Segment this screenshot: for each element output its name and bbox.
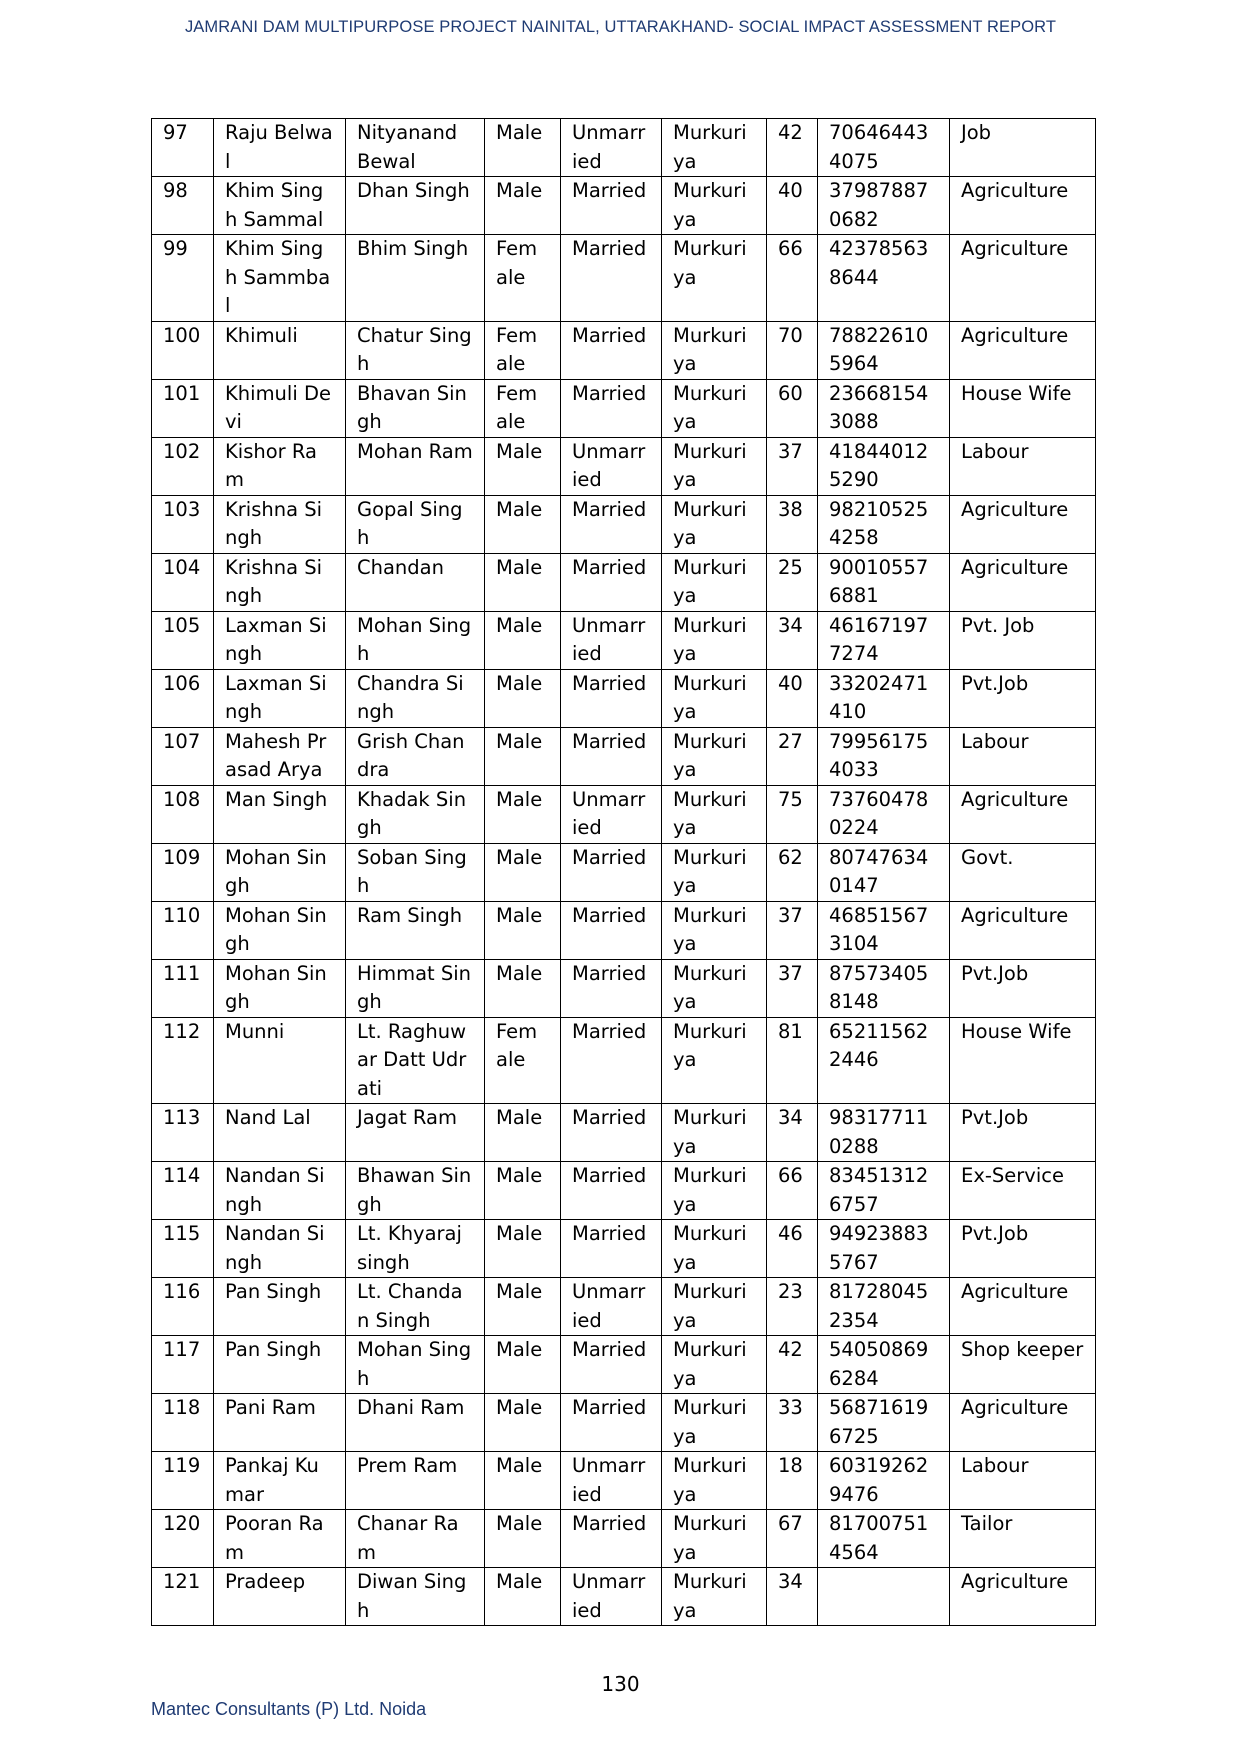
father-name-cell: Chandan: [346, 553, 485, 611]
village-cell: Murkuriya: [662, 235, 767, 322]
serial-number-cell: 102: [152, 437, 214, 495]
village-cell: Murkuriya: [662, 321, 767, 379]
gender-cell: Male: [485, 437, 561, 495]
marital-status-cell: Married: [561, 1220, 662, 1278]
id-number-cell: 418440125290: [818, 437, 950, 495]
serial-number-cell: 109: [152, 843, 214, 901]
name-cell: Pani Ram: [214, 1394, 346, 1452]
id-number-cell: 603192629476: [818, 1452, 950, 1510]
id-number-cell: 423785638644: [818, 235, 950, 322]
marital-status-cell: Unmarried: [561, 1568, 662, 1626]
serial-number-cell: 103: [152, 495, 214, 553]
serial-number-cell: 118: [152, 1394, 214, 1452]
id-number-cell: 468515673104: [818, 901, 950, 959]
gender-cell: Male: [485, 553, 561, 611]
marital-status-cell: Married: [561, 1336, 662, 1394]
father-name-cell: Mohan Singh: [346, 1336, 485, 1394]
serial-number-cell: 107: [152, 727, 214, 785]
father-name-cell: Lt. Raghuwar Datt Udrati: [346, 1017, 485, 1104]
marital-status-cell: Married: [561, 727, 662, 785]
village-cell: Murkuriya: [662, 1220, 767, 1278]
name-cell: Laxman Singh: [214, 611, 346, 669]
occupation-cell: Agriculture: [950, 1568, 1096, 1626]
marital-status-cell: Married: [561, 321, 662, 379]
serial-number-cell: 106: [152, 669, 214, 727]
name-cell: Khim Singh Sammal: [214, 177, 346, 235]
father-name-cell: Mohan Singh: [346, 611, 485, 669]
table-row: [152, 727, 1096, 785]
table-row: [152, 379, 1096, 437]
name-cell: Khimuli Devi: [214, 379, 346, 437]
father-name-cell: Lt. Khyaraj singh: [346, 1220, 485, 1278]
table-row: [152, 901, 1096, 959]
occupation-cell: Labour: [950, 727, 1096, 785]
serial-number-cell: 117: [152, 1336, 214, 1394]
gender-cell: Male: [485, 1394, 561, 1452]
age-cell: 40: [767, 177, 818, 235]
marital-status-cell: Unmarried: [561, 1278, 662, 1336]
gender-cell: Male: [485, 495, 561, 553]
occupation-cell: Agriculture: [950, 785, 1096, 843]
age-cell: 27: [767, 727, 818, 785]
father-name-cell: Jagat Ram: [346, 1104, 485, 1162]
village-cell: Murkuriya: [662, 611, 767, 669]
father-name-cell: Himmat Singh: [346, 959, 485, 1017]
name-cell: Pradeep: [214, 1568, 346, 1626]
age-cell: 33: [767, 1394, 818, 1452]
occupation-cell: Pvt. Job: [950, 611, 1096, 669]
id-number-cell: 788226105964: [818, 321, 950, 379]
table-row: [152, 1220, 1096, 1278]
table-row: [152, 553, 1096, 611]
occupation-cell: Agriculture: [950, 235, 1096, 322]
name-cell: Raju Belwal: [214, 119, 346, 177]
occupation-cell: Pvt.Job: [950, 1220, 1096, 1278]
father-name-cell: Bhawan Singh: [346, 1162, 485, 1220]
occupation-cell: Job: [950, 119, 1096, 177]
table-row: [152, 611, 1096, 669]
gender-cell: Female: [485, 379, 561, 437]
age-cell: 42: [767, 1336, 818, 1394]
age-cell: 37: [767, 959, 818, 1017]
marital-status-cell: Unmarried: [561, 437, 662, 495]
id-number-cell: 817007514564: [818, 1510, 950, 1568]
name-cell: Munni: [214, 1017, 346, 1104]
table-row: [152, 1452, 1096, 1510]
village-cell: Murkuriya: [662, 785, 767, 843]
id-number-cell: 540508696284: [818, 1336, 950, 1394]
marital-status-cell: Unmarried: [561, 785, 662, 843]
serial-number-cell: 113: [152, 1104, 214, 1162]
name-cell: Man Singh: [214, 785, 346, 843]
occupation-cell: Shop keeper: [950, 1336, 1096, 1394]
age-cell: 42: [767, 119, 818, 177]
marital-status-cell: Married: [561, 177, 662, 235]
father-name-cell: Ram Singh: [346, 901, 485, 959]
father-name-cell: Dhani Ram: [346, 1394, 485, 1452]
age-cell: 67: [767, 1510, 818, 1568]
occupation-cell: Agriculture: [950, 901, 1096, 959]
age-cell: 60: [767, 379, 818, 437]
father-name-cell: Bhim Singh: [346, 235, 485, 322]
marital-status-cell: Married: [561, 959, 662, 1017]
occupation-cell: Labour: [950, 1452, 1096, 1510]
gender-cell: Male: [485, 843, 561, 901]
name-cell: Pankaj Kumar: [214, 1452, 346, 1510]
father-name-cell: Chandra Singh: [346, 669, 485, 727]
marital-status-cell: Unmarried: [561, 1452, 662, 1510]
occupation-cell: Labour: [950, 437, 1096, 495]
village-cell: Murkuriya: [662, 1394, 767, 1452]
gender-cell: Male: [485, 1220, 561, 1278]
name-cell: Mahesh Prasad Arya: [214, 727, 346, 785]
name-cell: Khimuli: [214, 321, 346, 379]
village-cell: Murkuriya: [662, 1336, 767, 1394]
id-number-cell: 983177110288: [818, 1104, 950, 1162]
serial-number-cell: 97: [152, 119, 214, 177]
age-cell: 37: [767, 437, 818, 495]
name-cell: Nand Lal: [214, 1104, 346, 1162]
table-row: [152, 1510, 1096, 1568]
name-cell: Mohan Singh: [214, 843, 346, 901]
table-row: [152, 235, 1096, 322]
marital-status-cell: Married: [561, 379, 662, 437]
name-cell: Pooran Ram: [214, 1510, 346, 1568]
age-cell: 37: [767, 901, 818, 959]
id-number-cell: 982105254258: [818, 495, 950, 553]
occupation-cell: Pvt.Job: [950, 669, 1096, 727]
serial-number-cell: 112: [152, 1017, 214, 1104]
table-row: [152, 1162, 1096, 1220]
father-name-cell: Chatur Singh: [346, 321, 485, 379]
table-row: [152, 495, 1096, 553]
name-cell: Laxman Singh: [214, 669, 346, 727]
serial-number-cell: 104: [152, 553, 214, 611]
father-name-cell: Grish Chandra: [346, 727, 485, 785]
serial-number-cell: 108: [152, 785, 214, 843]
village-cell: Murkuriya: [662, 495, 767, 553]
name-cell: Mohan Singh: [214, 901, 346, 959]
village-cell: Murkuriya: [662, 379, 767, 437]
table-row: [152, 1278, 1096, 1336]
name-cell: Kishor Ram: [214, 437, 346, 495]
occupation-cell: Agriculture: [950, 495, 1096, 553]
village-cell: Murkuriya: [662, 177, 767, 235]
occupation-cell: Agriculture: [950, 321, 1096, 379]
serial-number-cell: 99: [152, 235, 214, 322]
id-number-cell: 33202471410: [818, 669, 950, 727]
serial-number-cell: 100: [152, 321, 214, 379]
gender-cell: Male: [485, 1336, 561, 1394]
id-number-cell: 737604780224: [818, 785, 950, 843]
age-cell: 81: [767, 1017, 818, 1104]
serial-number-cell: 116: [152, 1278, 214, 1336]
gender-cell: Female: [485, 235, 561, 322]
father-name-cell: Nityanand Bewal: [346, 119, 485, 177]
occupation-cell: Agriculture: [950, 1278, 1096, 1336]
age-cell: 75: [767, 785, 818, 843]
village-cell: Murkuriya: [662, 1104, 767, 1162]
occupation-cell: Tailor: [950, 1510, 1096, 1568]
father-name-cell: Gopal Singh: [346, 495, 485, 553]
name-cell: Pan Singh: [214, 1336, 346, 1394]
table-row: [152, 1017, 1096, 1104]
village-cell: Murkuriya: [662, 119, 767, 177]
id-number-cell: 900105576881: [818, 553, 950, 611]
gender-cell: Male: [485, 177, 561, 235]
marital-status-cell: Married: [561, 1510, 662, 1568]
table-row: [152, 669, 1096, 727]
village-cell: Murkuriya: [662, 843, 767, 901]
occupation-cell: Pvt.Job: [950, 1104, 1096, 1162]
village-cell: Murkuriya: [662, 1452, 767, 1510]
id-number-cell: 817280452354: [818, 1278, 950, 1336]
father-name-cell: Lt. Chandan Singh: [346, 1278, 485, 1336]
serial-number-cell: 101: [152, 379, 214, 437]
table-row: [152, 1336, 1096, 1394]
age-cell: 34: [767, 611, 818, 669]
serial-number-cell: 115: [152, 1220, 214, 1278]
table-row: [152, 1104, 1096, 1162]
occupation-cell: Agriculture: [950, 177, 1096, 235]
age-cell: 34: [767, 1104, 818, 1162]
name-cell: Krishna Singh: [214, 495, 346, 553]
age-cell: 25: [767, 553, 818, 611]
occupation-cell: House Wife: [950, 379, 1096, 437]
father-name-cell: Khadak Singh: [346, 785, 485, 843]
table-row: [152, 119, 1096, 177]
age-cell: 38: [767, 495, 818, 553]
serial-number-cell: 105: [152, 611, 214, 669]
serial-number-cell: 114: [152, 1162, 214, 1220]
village-cell: Murkuriya: [662, 1017, 767, 1104]
marital-status-cell: Unmarried: [561, 119, 662, 177]
name-cell: Nandan Singh: [214, 1220, 346, 1278]
gender-cell: Female: [485, 1017, 561, 1104]
table-row: [152, 177, 1096, 235]
gender-cell: Male: [485, 901, 561, 959]
gender-cell: Male: [485, 727, 561, 785]
gender-cell: Male: [485, 1510, 561, 1568]
gender-cell: Male: [485, 959, 561, 1017]
id-number-cell: 236681543088: [818, 379, 950, 437]
age-cell: 62: [767, 843, 818, 901]
village-cell: Murkuriya: [662, 1568, 767, 1626]
name-cell: Pan Singh: [214, 1278, 346, 1336]
id-number-cell: 807476340147: [818, 843, 950, 901]
name-cell: Khim Singh Sammbal: [214, 235, 346, 322]
serial-number-cell: 121: [152, 1568, 214, 1626]
gender-cell: Male: [485, 785, 561, 843]
gender-cell: Male: [485, 1104, 561, 1162]
marital-status-cell: Married: [561, 495, 662, 553]
report-header: JAMRANI DAM MULTIPURPOSE PROJECT NAINITAL, UTTARAKHAND- SOCIAL IMPACT ASSESSMENT REPORT: [184, 18, 1057, 36]
occupation-cell: Govt.: [950, 843, 1096, 901]
village-cell: Murkuriya: [662, 1162, 767, 1220]
marital-status-cell: Married: [561, 901, 662, 959]
age-cell: 70: [767, 321, 818, 379]
serial-number-cell: 111: [152, 959, 214, 1017]
table-row: [152, 843, 1096, 901]
serial-number-cell: 98: [152, 177, 214, 235]
age-cell: 34: [767, 1568, 818, 1626]
marital-status-cell: Married: [561, 1162, 662, 1220]
age-cell: 23: [767, 1278, 818, 1336]
village-cell: Murkuriya: [662, 901, 767, 959]
father-name-cell: Prem Ram: [346, 1452, 485, 1510]
age-cell: 46: [767, 1220, 818, 1278]
age-cell: 18: [767, 1452, 818, 1510]
occupation-cell: Agriculture: [950, 553, 1096, 611]
gender-cell: Male: [485, 1452, 561, 1510]
id-number-cell: 706464434075: [818, 119, 950, 177]
father-name-cell: Mohan Ram: [346, 437, 485, 495]
table-row: [152, 785, 1096, 843]
marital-status-cell: Married: [561, 553, 662, 611]
occupation-cell: Pvt.Job: [950, 959, 1096, 1017]
father-name-cell: Bhavan Singh: [346, 379, 485, 437]
village-cell: Murkuriya: [662, 553, 767, 611]
village-cell: Murkuriya: [662, 1278, 767, 1336]
marital-status-cell: Married: [561, 669, 662, 727]
village-cell: Murkuriya: [662, 1510, 767, 1568]
beneficiary-table: [151, 118, 1096, 1626]
father-name-cell: Soban Singh: [346, 843, 485, 901]
village-cell: Murkuriya: [662, 437, 767, 495]
page-number: 130: [601, 1672, 640, 1696]
table-row: [152, 1568, 1096, 1626]
marital-status-cell: Unmarried: [561, 611, 662, 669]
gender-cell: Female: [485, 321, 561, 379]
marital-status-cell: Married: [561, 1017, 662, 1104]
table-row: [152, 437, 1096, 495]
id-number-cell: 875734058148: [818, 959, 950, 1017]
gender-cell: Male: [485, 119, 561, 177]
marital-status-cell: Married: [561, 1394, 662, 1452]
occupation-cell: Agriculture: [950, 1394, 1096, 1452]
village-cell: Murkuriya: [662, 727, 767, 785]
marital-status-cell: Married: [561, 843, 662, 901]
gender-cell: Male: [485, 1162, 561, 1220]
father-name-cell: Diwan Singh: [346, 1568, 485, 1626]
table-row: [152, 321, 1096, 379]
name-cell: Krishna Singh: [214, 553, 346, 611]
age-cell: 66: [767, 235, 818, 322]
age-cell: 66: [767, 1162, 818, 1220]
father-name-cell: Dhan Singh: [346, 177, 485, 235]
occupation-cell: Ex-Service: [950, 1162, 1096, 1220]
village-cell: Murkuriya: [662, 669, 767, 727]
occupation-cell: House Wife: [950, 1017, 1096, 1104]
village-cell: Murkuriya: [662, 959, 767, 1017]
name-cell: Mohan Singh: [214, 959, 346, 1017]
id-number-cell: 834513126757: [818, 1162, 950, 1220]
serial-number-cell: 119: [152, 1452, 214, 1510]
marital-status-cell: Married: [561, 235, 662, 322]
gender-cell: Male: [485, 611, 561, 669]
age-cell: 40: [767, 669, 818, 727]
table-row: [152, 959, 1096, 1017]
id-number-cell: 652115622446: [818, 1017, 950, 1104]
serial-number-cell: 110: [152, 901, 214, 959]
father-name-cell: Chanar Ram: [346, 1510, 485, 1568]
id-number-cell: 461671977274: [818, 611, 950, 669]
gender-cell: Male: [485, 1568, 561, 1626]
id-number-cell: 949238835767: [818, 1220, 950, 1278]
gender-cell: Male: [485, 669, 561, 727]
id-number-cell: 379878870682: [818, 177, 950, 235]
company-name: Mantec Consultants (P) Ltd. Noida: [151, 1699, 427, 1719]
serial-number-cell: 120: [152, 1510, 214, 1568]
table-row: [152, 1394, 1096, 1452]
id-number-cell: 799561754033: [818, 727, 950, 785]
gender-cell: Male: [485, 1278, 561, 1336]
table-body: [152, 119, 1096, 1626]
name-cell: Nandan Singh: [214, 1162, 346, 1220]
id-number-cell: [818, 1568, 950, 1626]
id-number-cell: 568716196725: [818, 1394, 950, 1452]
marital-status-cell: Married: [561, 1104, 662, 1162]
